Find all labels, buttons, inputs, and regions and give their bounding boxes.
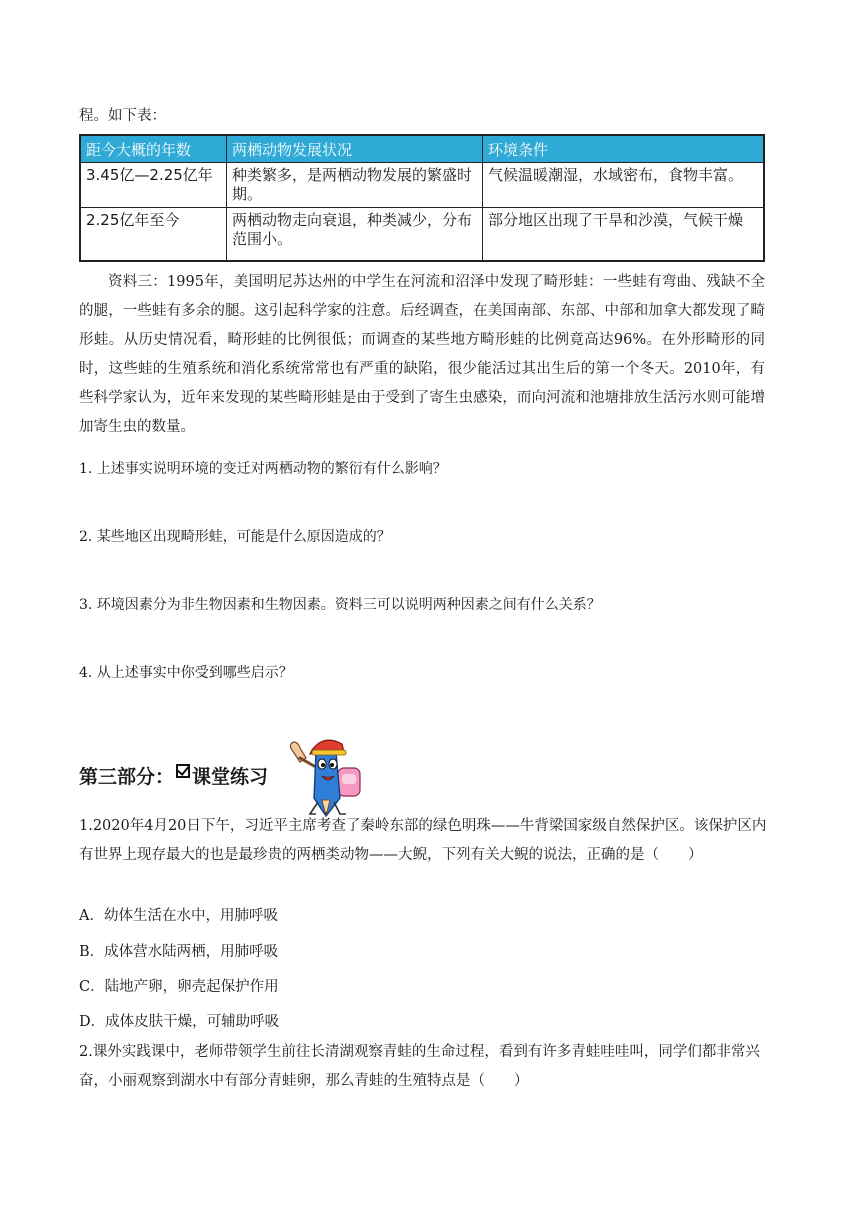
- exercise-1-option-d: D．成体皮肤干燥，可辅助呼吸: [79, 1014, 280, 1030]
- table-header-cell: 两栖动物发展状况: [227, 135, 483, 163]
- checkbox-icon: [176, 764, 190, 778]
- table-row: [80, 208, 764, 262]
- exercise-1-stem: 1.2020年4月20日下午，习近平主席考查了秦岭东部的绿色明珠——牛背梁国家级自然保护区。该保护区内有世界上现存最大的也是最珍贵的两栖类动物——大鲵，下列有关大鲵的说法，正确的是（ ）: [79, 818, 767, 863]
- pencil-mascot-icon: [282, 730, 374, 822]
- table-cell: 种类繁多，是两栖动物发展的繁盛时期。: [227, 163, 483, 208]
- table-header-row: [80, 135, 764, 163]
- table-header-cell: 环境条件: [483, 135, 765, 163]
- exercise-2-stem: 2.课外实践课中，老师带领学生前往长清湖观察青蛙的生命过程，看到有许多青蛙哇哇叫，同学们都非常兴奋，小丽观察到湖水中有部分青蛙卵，那么青蛙的生殖特点是（ ）: [79, 1044, 760, 1089]
- table-header-cell: 距今大概的年数: [80, 135, 227, 163]
- exercise-1-option-c: C．陆地产卵，卵壳起保护作用: [79, 979, 279, 995]
- table-cell: 部分地区出现了干旱和沙漠，气候干燥: [483, 208, 765, 262]
- table-cell: 3.45亿—2.25亿年: [80, 163, 227, 208]
- table-cell: 气候温暖潮湿，水域密布，食物丰富。: [483, 163, 765, 208]
- question-item: 2. 某些地区出现畸形蛙，可能是什么原因造成的？: [79, 529, 391, 545]
- table-row: [80, 163, 764, 208]
- question-item: 3. 环境因素分为非生物因素和生物因素。资料三可以说明两种因素之间有什么关系？: [79, 597, 601, 613]
- exercise-1-option-a: A．幼体生活在水中，用肺呼吸: [79, 908, 278, 924]
- section-prefix: 第三部分：: [79, 766, 175, 788]
- material-three-paragraph: 资料三：1995年，美国明尼苏达州的中学生在河流和沼泽中发现了畸形蛙：一些蛙有弯曲、残缺不全的腿，一些蛙有多余的腿。这引起科学家的注意。后经调查，在美国南部、东部、中部和加拿大都发现了畸形蛙。从历史情况看，畸形蛙的比例很低；而调查的某些地方畸形蛙的比例竟高达96%。在外形畸形的同时，这些蛙的生殖系统和消化系统常常也有严重的缺陷，很少能活过其出生后的第一个冬天。2010年，有些科学家认为，近年来发现的某些畸形蛙是由于受到了寄生虫感染，而向河流和池塘排放生活污水则可能增加寄生虫的数量。: [79, 274, 765, 435]
- section-heading: [79, 762, 268, 789]
- question-item: 4. 从上述事实中你受到哪些启示？: [79, 665, 293, 681]
- section-title: 课堂练习: [192, 766, 269, 788]
- exercise-1-option-b: B．成体营水陆两栖，用肺呼吸: [79, 944, 279, 960]
- table-cell: 两栖动物走向衰退，种类减少，分布范围小。: [227, 208, 483, 262]
- amphibian-history-table: [79, 134, 765, 262]
- question-item: 1. 上述事实说明环境的变迁对两栖动物的繁衍有什么影响？: [79, 461, 447, 477]
- intro-text: 程。如下表：: [79, 108, 166, 124]
- table-cell: 2.25亿年至今: [80, 208, 227, 262]
